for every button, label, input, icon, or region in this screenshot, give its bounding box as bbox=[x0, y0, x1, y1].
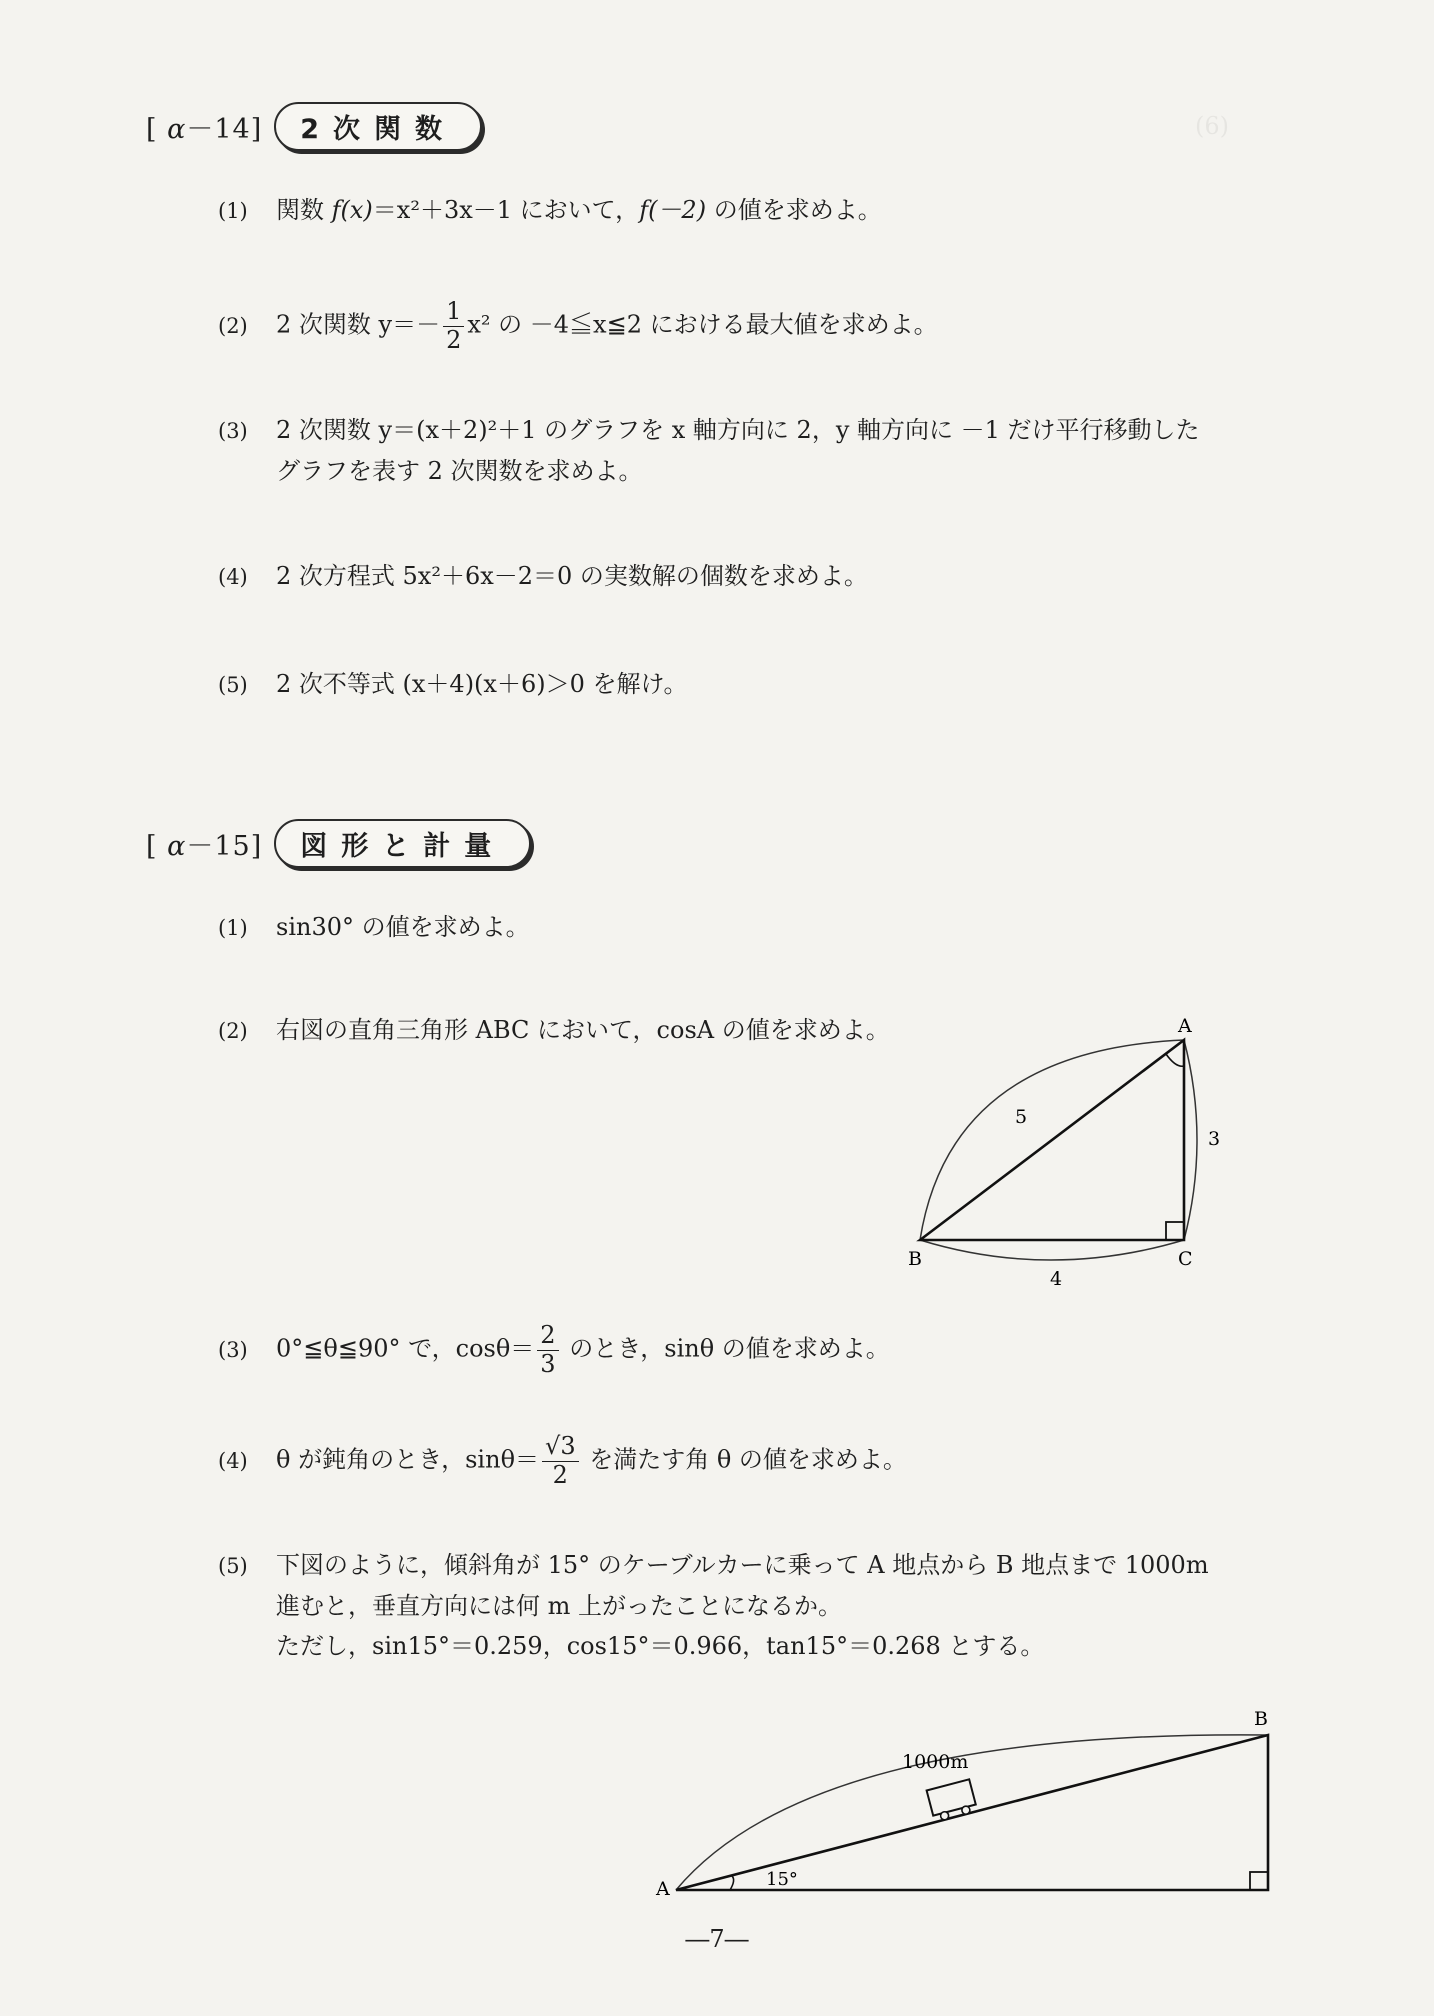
fraction: $\frac{2}{3}$ bbox=[537, 1322, 558, 1378]
slope-triangle bbox=[676, 1735, 1268, 1890]
fraction: $\frac{√3}{2}$ bbox=[542, 1433, 579, 1489]
label-c: C bbox=[1178, 1248, 1193, 1270]
question-number: (1) bbox=[218, 199, 248, 223]
question-number: (3) bbox=[218, 419, 248, 443]
question-14-5: (5) 2 次不等式 (x＋4)(x＋6)＞0 を解け。 bbox=[218, 664, 688, 705]
page-number: ―7― bbox=[685, 1925, 749, 1953]
label-b: B bbox=[1254, 1708, 1268, 1730]
question-15-1: (1) sin30° の値を求めよ。 bbox=[218, 907, 530, 948]
question-number: (3) bbox=[218, 1337, 248, 1362]
label-a: A bbox=[656, 1878, 670, 1900]
label-a: A bbox=[1178, 1015, 1192, 1037]
question-15-3: (3) 0°≦θ≦90° で，cosθ＝ $\frac{2}{3}$ のとき，sinθ の値を求めよ。 bbox=[218, 1321, 890, 1378]
question-14-1: (1) 関数 f(x)＝x²＋3x－1 において，f(－2) の値を求めよ。 bbox=[218, 190, 882, 231]
section-header-alpha-14 bbox=[146, 102, 482, 151]
triangle-abc-figure bbox=[890, 1010, 1230, 1310]
question-14-4: (4) 2 次方程式 5x²＋6x－2＝0 の実数解の個数を求めよ。 bbox=[218, 556, 868, 597]
distance-label: 1000m bbox=[902, 1751, 969, 1773]
cable-car-figure bbox=[640, 1700, 1280, 1900]
angle-a-mark bbox=[1166, 1054, 1184, 1066]
section-code: [ α－15] bbox=[146, 831, 263, 862]
side-ac-label: 3 bbox=[1208, 1128, 1221, 1150]
section-code: [ α－14] bbox=[146, 114, 263, 145]
question-15-2: (2) 右図の直角三角形 ABC において，cosA の値を求めよ。 bbox=[218, 1010, 890, 1051]
triangle bbox=[920, 1040, 1184, 1240]
question-number: (2) bbox=[218, 1019, 248, 1043]
arc-bc bbox=[920, 1240, 1184, 1260]
section-header-alpha-15 bbox=[146, 819, 531, 868]
question-15-5: (5) 下図のように，傾斜角が 15° のケーブルカーに乗って A 地点から B 地点まで 1000m 進むと，垂直方向には何 m 上がったことになるか。 ただし，sin15°＝0.259，cos15°＝0.966，tan15°＝0.268 とする。 bbox=[218, 1545, 1209, 1666]
section-title-badge: 図形と計量 bbox=[274, 819, 531, 868]
angle-label: 15° bbox=[766, 1869, 798, 1890]
cable-car bbox=[927, 1779, 978, 1822]
question-number: (1) bbox=[218, 916, 248, 940]
bleed-through: (6) bbox=[1195, 112, 1229, 140]
question-14-3: (3) 2 次関数 y＝(x＋2)²＋1 のグラフを x 軸方向に 2，y 軸方向に －1 だけ平行移動した グラフを表す 2 次関数を求めよ。 bbox=[218, 410, 1200, 491]
arc-ac bbox=[1184, 1040, 1197, 1240]
label-b: B bbox=[908, 1248, 922, 1270]
side-ab-label: 5 bbox=[1015, 1106, 1028, 1128]
question-14-2: (2) 2 次関数 y＝－ $\frac{1}{2}$ x² の －4≦x≦2 における最大値を求めよ。 bbox=[218, 297, 938, 354]
question-number: (4) bbox=[218, 1448, 248, 1473]
question-15-4: (4) θ が鈍角のとき，sinθ＝ $\frac{√3}{2}$ を満たす角 θ の値を求めよ。 bbox=[218, 1432, 907, 1489]
fraction: $\frac{1}{2}$ bbox=[443, 298, 464, 354]
question-number: (5) bbox=[218, 673, 248, 697]
right-angle-mark bbox=[1250, 1872, 1268, 1890]
angle-mark bbox=[730, 1876, 734, 1890]
question-number: (2) bbox=[218, 313, 248, 338]
question-number: (5) bbox=[218, 1554, 248, 1578]
right-angle-mark bbox=[1166, 1222, 1184, 1240]
question-number: (4) bbox=[218, 565, 248, 589]
section-title-badge: 2次関数 bbox=[274, 102, 482, 151]
side-bc-label: 4 bbox=[1050, 1268, 1063, 1290]
